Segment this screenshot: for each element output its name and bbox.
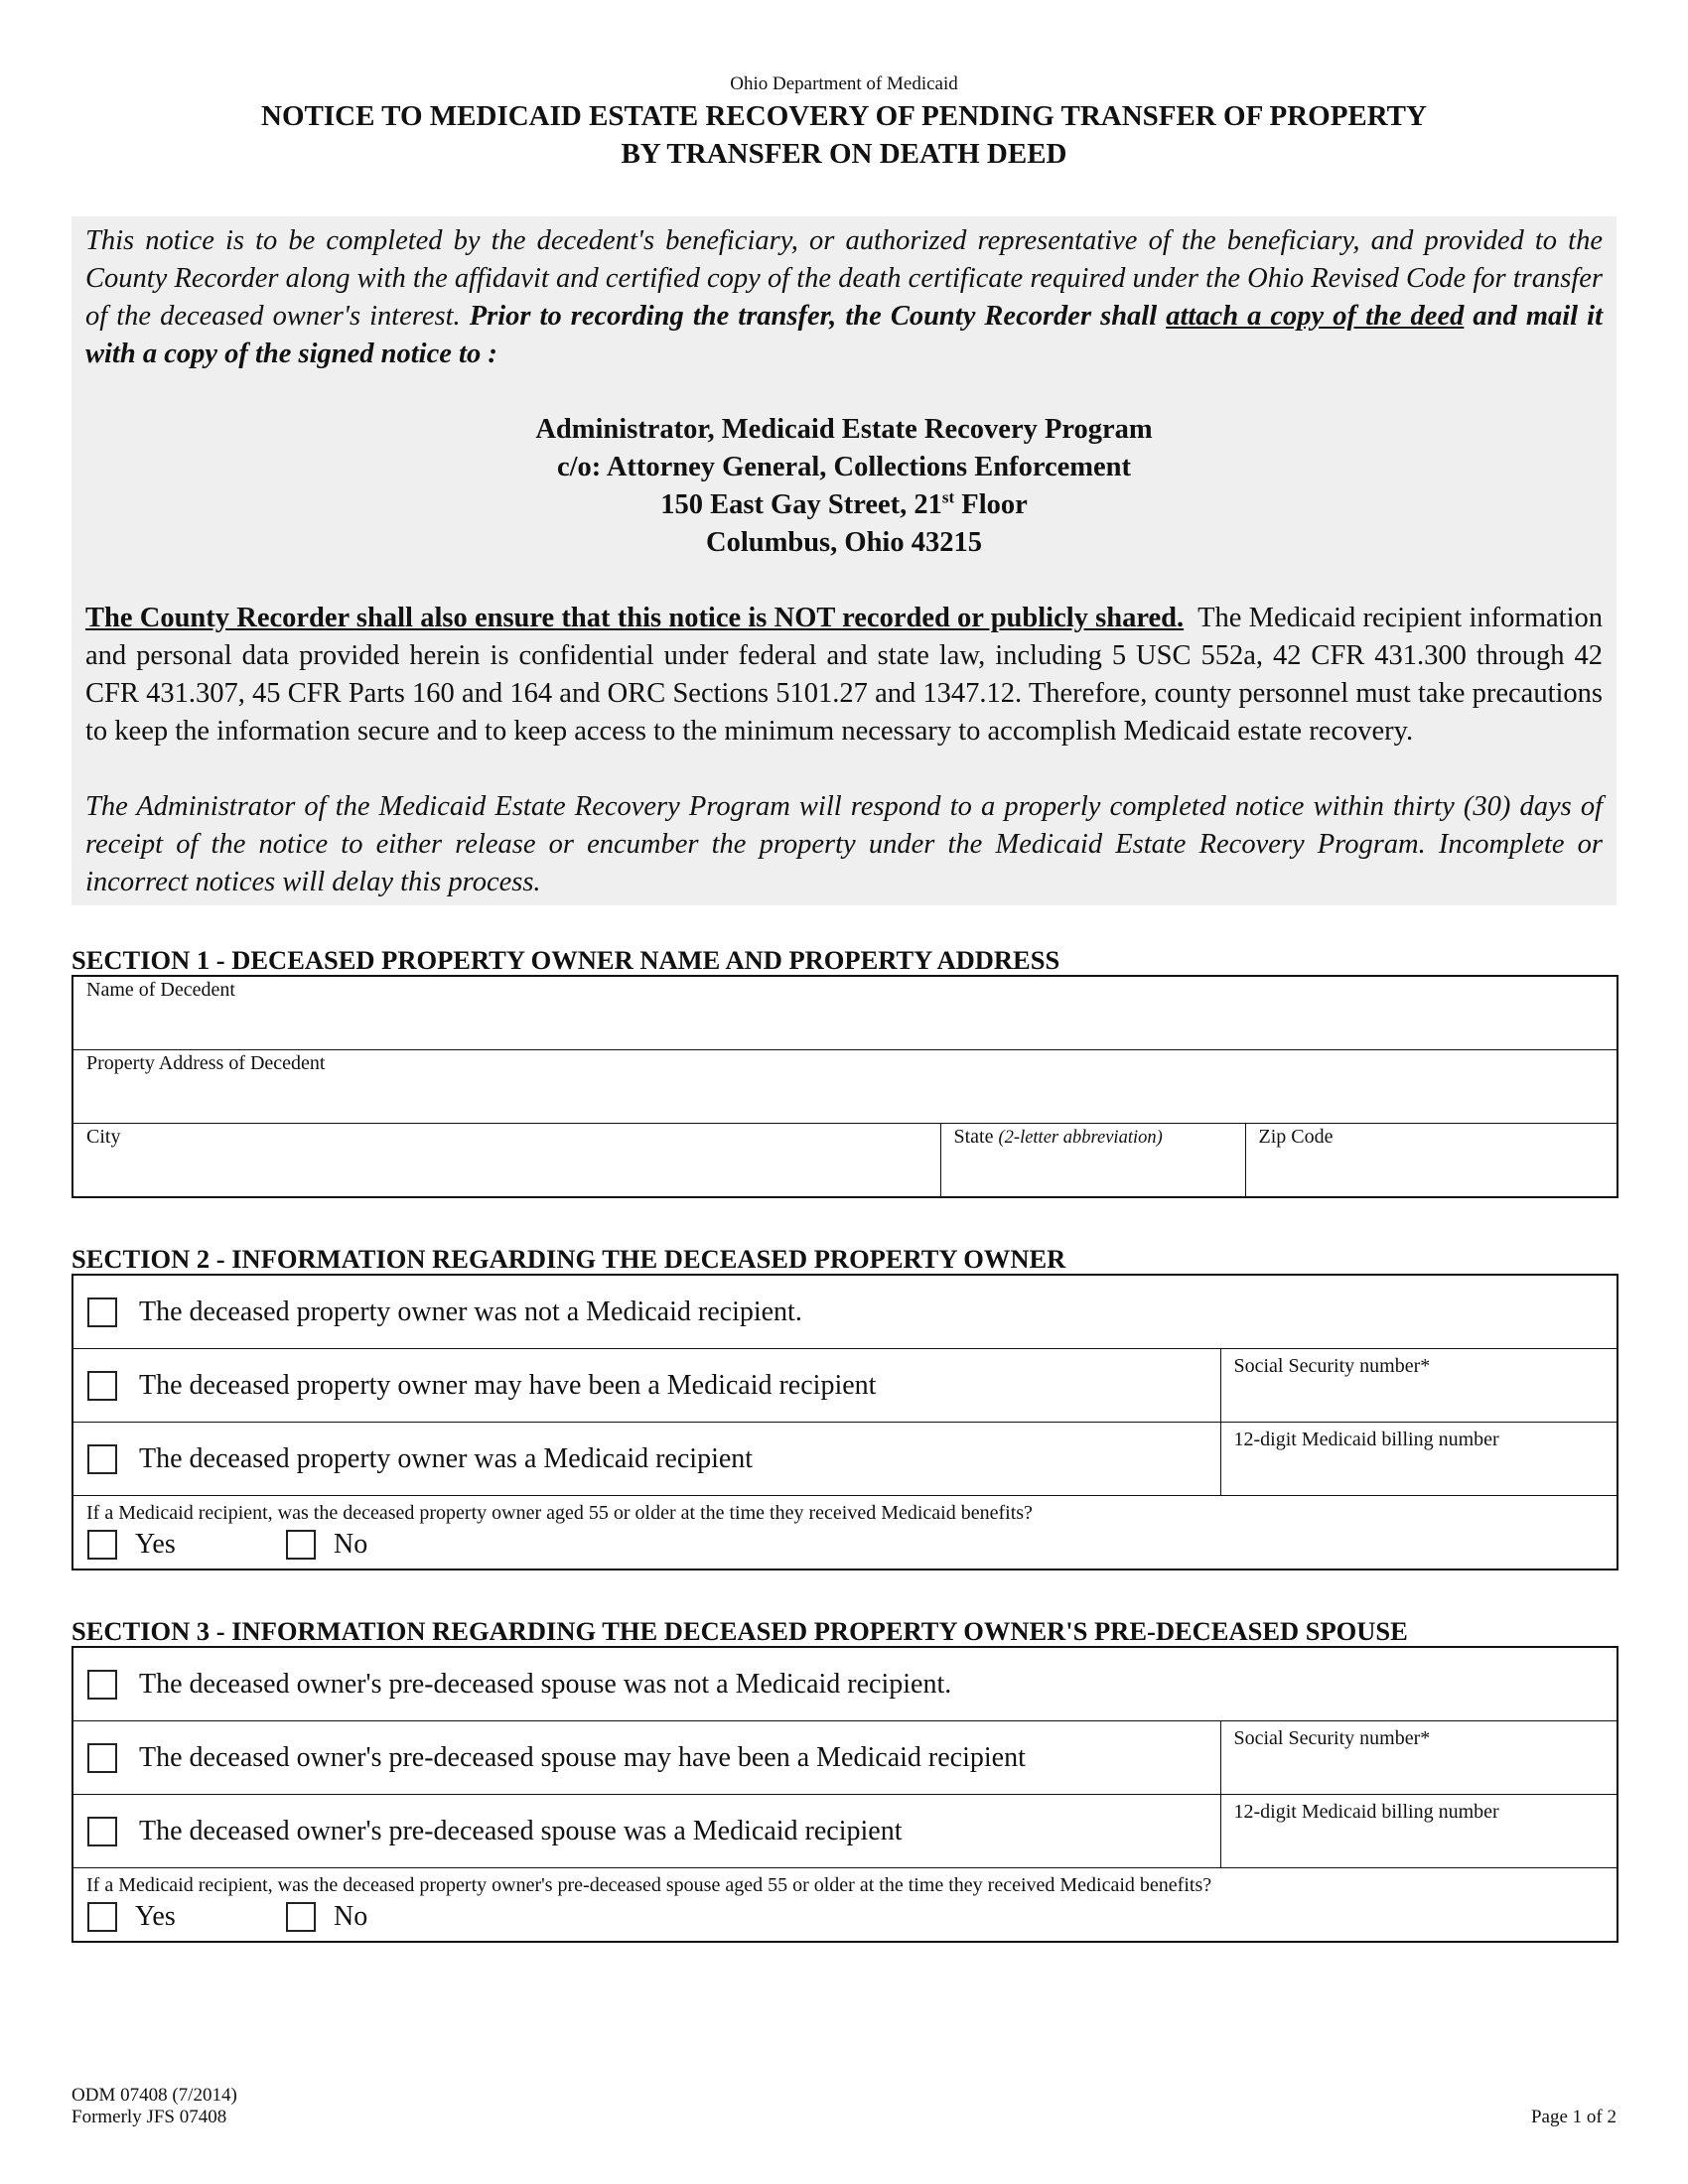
address-line-3: 150 East Gay Street, 21st Floor [660, 487, 1028, 520]
section1-table [71, 975, 1618, 1198]
owner-may-recipient-label: The deceased property owner may have been a Medicaid recipient [139, 1369, 877, 1401]
owner-billing-number-label: 12-digit Medicaid billing number [1233, 1429, 1499, 1450]
state-hint: (2-letter abbreviation) [998, 1128, 1163, 1148]
owner-billing-number-field[interactable] [1220, 1423, 1618, 1496]
spouse-ssn-field[interactable] [1220, 1721, 1618, 1795]
instructions-recorder-a: Prior to recording the transfer, the County Recorder shall [469, 301, 1158, 332]
confidentiality-paragraph [85, 600, 1603, 751]
owner-age-yes-label: Yes [135, 1529, 176, 1560]
spouse-was-recipient-checkbox[interactable] [87, 1817, 117, 1846]
owner-was-recipient-checkbox[interactable] [87, 1444, 117, 1474]
section2-heading: SECTION 2 - INFORMATION REGARDING THE DECEASED PROPERTY OWNER [71, 1244, 1066, 1274]
section2-table [71, 1274, 1618, 1570]
address-line-1: Administrator, Medicaid Estate Recovery Program [535, 414, 1153, 445]
owner-may-recipient-checkbox[interactable] [87, 1371, 117, 1401]
spouse-age-no-label: No [334, 1901, 368, 1932]
mailing-address [85, 411, 1603, 562]
section3-table [71, 1646, 1618, 1943]
spouse-was-recipient-row [72, 1795, 1220, 1868]
owner-ssn-field[interactable] [1220, 1349, 1618, 1423]
section1-heading: SECTION 1 - DECEASED PROPERTY OWNER NAME AND PROPERTY ADDRESS [71, 945, 1060, 975]
spouse-billing-number-field[interactable] [1220, 1795, 1618, 1868]
owner-not-recipient-label: The deceased property owner was not a Medicaid recipient. [139, 1296, 802, 1327]
owner-age-no-checkbox[interactable] [286, 1530, 316, 1560]
owner-age-no-label: No [334, 1529, 368, 1560]
owner-not-recipient-row [72, 1275, 1618, 1349]
page-footer [71, 2085, 1617, 2128]
owner-not-recipient-checkbox[interactable] [87, 1297, 117, 1327]
address-line-2: c/o: Attorney General, Collections Enforcement [556, 452, 1132, 482]
owner-age-row [72, 1496, 1618, 1570]
confidentiality-warning: The County Recorder shall also ensure that this notice is NOT recorded or publicly shared. [85, 603, 1185, 633]
form-title-line2: BY TRANSFER ON DEATH DEED [621, 138, 1067, 170]
instructions-box [71, 216, 1617, 905]
owner-ssn-label: Social Security number* [1233, 1355, 1431, 1377]
spouse-not-recipient-label: The deceased owner's pre-deceased spouse was not a Medicaid recipient. [139, 1668, 952, 1700]
spouse-age-yes-checkbox[interactable] [87, 1902, 117, 1932]
spouse-age-no-checkbox[interactable] [286, 1902, 316, 1932]
decedent-name-field[interactable] [72, 976, 1618, 1050]
instructions-intro: This notice is to be completed by the decedent's beneficiary, or authorized representative of the beneficiary, and provided to the County Recorder along with the affidavit and certified copy of the death certificate required under the Ohio Revised Code for transfer of the deceased owner's interest. [85, 225, 1603, 332]
spouse-not-recipient-row [72, 1647, 1618, 1721]
owner-may-recipient-row [72, 1349, 1220, 1423]
spouse-age-row [72, 1868, 1618, 1943]
former-form-number: Formerly JFS 07408 [71, 2107, 227, 2127]
spouse-billing-number-label: 12-digit Medicaid billing number [1233, 1801, 1499, 1823]
city-field[interactable] [72, 1124, 940, 1198]
zip-code-field[interactable] [1245, 1124, 1618, 1198]
response-paragraph: The Administrator of the Medicaid Estate Recovery Program will respond to a properly completed notice within thirty (30) days of receipt of the notice to either release or encumber the property under the Medicaid Estate Recovery Program. Incomplete or incorrect notices will delay this process. [85, 791, 1603, 897]
form-title [71, 97, 1617, 173]
state-field[interactable] [940, 1124, 1245, 1198]
owner-was-recipient-label: The deceased property owner was a Medicaid recipient [139, 1442, 754, 1474]
city-label: City [86, 1126, 121, 1148]
section3-heading: SECTION 3 - INFORMATION REGARDING THE DECEASED PROPERTY OWNER'S PRE-DECEASED SPOUSE [71, 1616, 1408, 1646]
spouse-age-question: If a Medicaid recipient, was the deceased property owner's pre-deceased spouse aged 55 or older at the time they received Medicaid benefits? [86, 1874, 1212, 1896]
owner-was-recipient-row [72, 1423, 1220, 1496]
spouse-was-recipient-label: The deceased owner's pre-deceased spouse was a Medicaid recipient [139, 1815, 903, 1846]
spouse-may-recipient-checkbox[interactable] [87, 1743, 117, 1773]
instructions-attach-deed: attach a copy of the deed [1166, 301, 1465, 332]
form-number: ODM 07408 (7/2014) [71, 2085, 237, 2106]
agency-name: Ohio Department of Medicaid [730, 73, 958, 94]
decedent-name-label: Name of Decedent [86, 979, 235, 1001]
owner-age-yes-checkbox[interactable] [87, 1530, 117, 1560]
property-address-label: Property Address of Decedent [86, 1052, 326, 1074]
form-page [71, 73, 1617, 1943]
spouse-not-recipient-checkbox[interactable] [87, 1670, 117, 1700]
property-address-field[interactable] [72, 1050, 1618, 1124]
spouse-may-recipient-label: The deceased owner's pre-deceased spouse may have been a Medicaid recipient [139, 1741, 1026, 1773]
owner-age-question: If a Medicaid recipient, was the deceased property owner aged 55 or older at the time they received Medicaid benefits? [86, 1502, 1033, 1524]
page-number: Page 1 of 2 [1530, 2107, 1617, 2127]
spouse-may-recipient-row [72, 1721, 1220, 1795]
form-title-line1: NOTICE TO MEDICAID ESTATE RECOVERY OF PENDING TRANSFER OF PROPERTY [261, 100, 1427, 132]
spouse-age-yes-label: Yes [135, 1901, 176, 1932]
spouse-ssn-label: Social Security number* [1233, 1727, 1431, 1749]
zip-code-label: Zip Code [1258, 1126, 1334, 1148]
confidentiality-text: The Medicaid recipient information and personal data provided herein is confidential under federal and state law, including 5 USC 552a, 42 CFR 431.300 through 42 CFR 431.307, 45 CFR Parts 160 and 164 and ORC Sections 5101.27 and 1347.12. Therefore, county personnel must take precautions to keep the information secure and to keep access to the minimum necessary to accomplish Medicaid estate recovery. [85, 603, 1603, 747]
address-line-4: Columbus, Ohio 43215 [706, 527, 982, 558]
instructions-paragraph [85, 222, 1603, 373]
state-label: State (2-letter abbreviation) [953, 1126, 1163, 1148]
instructions-recorder-b: and mail it with a copy of the signed notice to : [85, 301, 1603, 369]
